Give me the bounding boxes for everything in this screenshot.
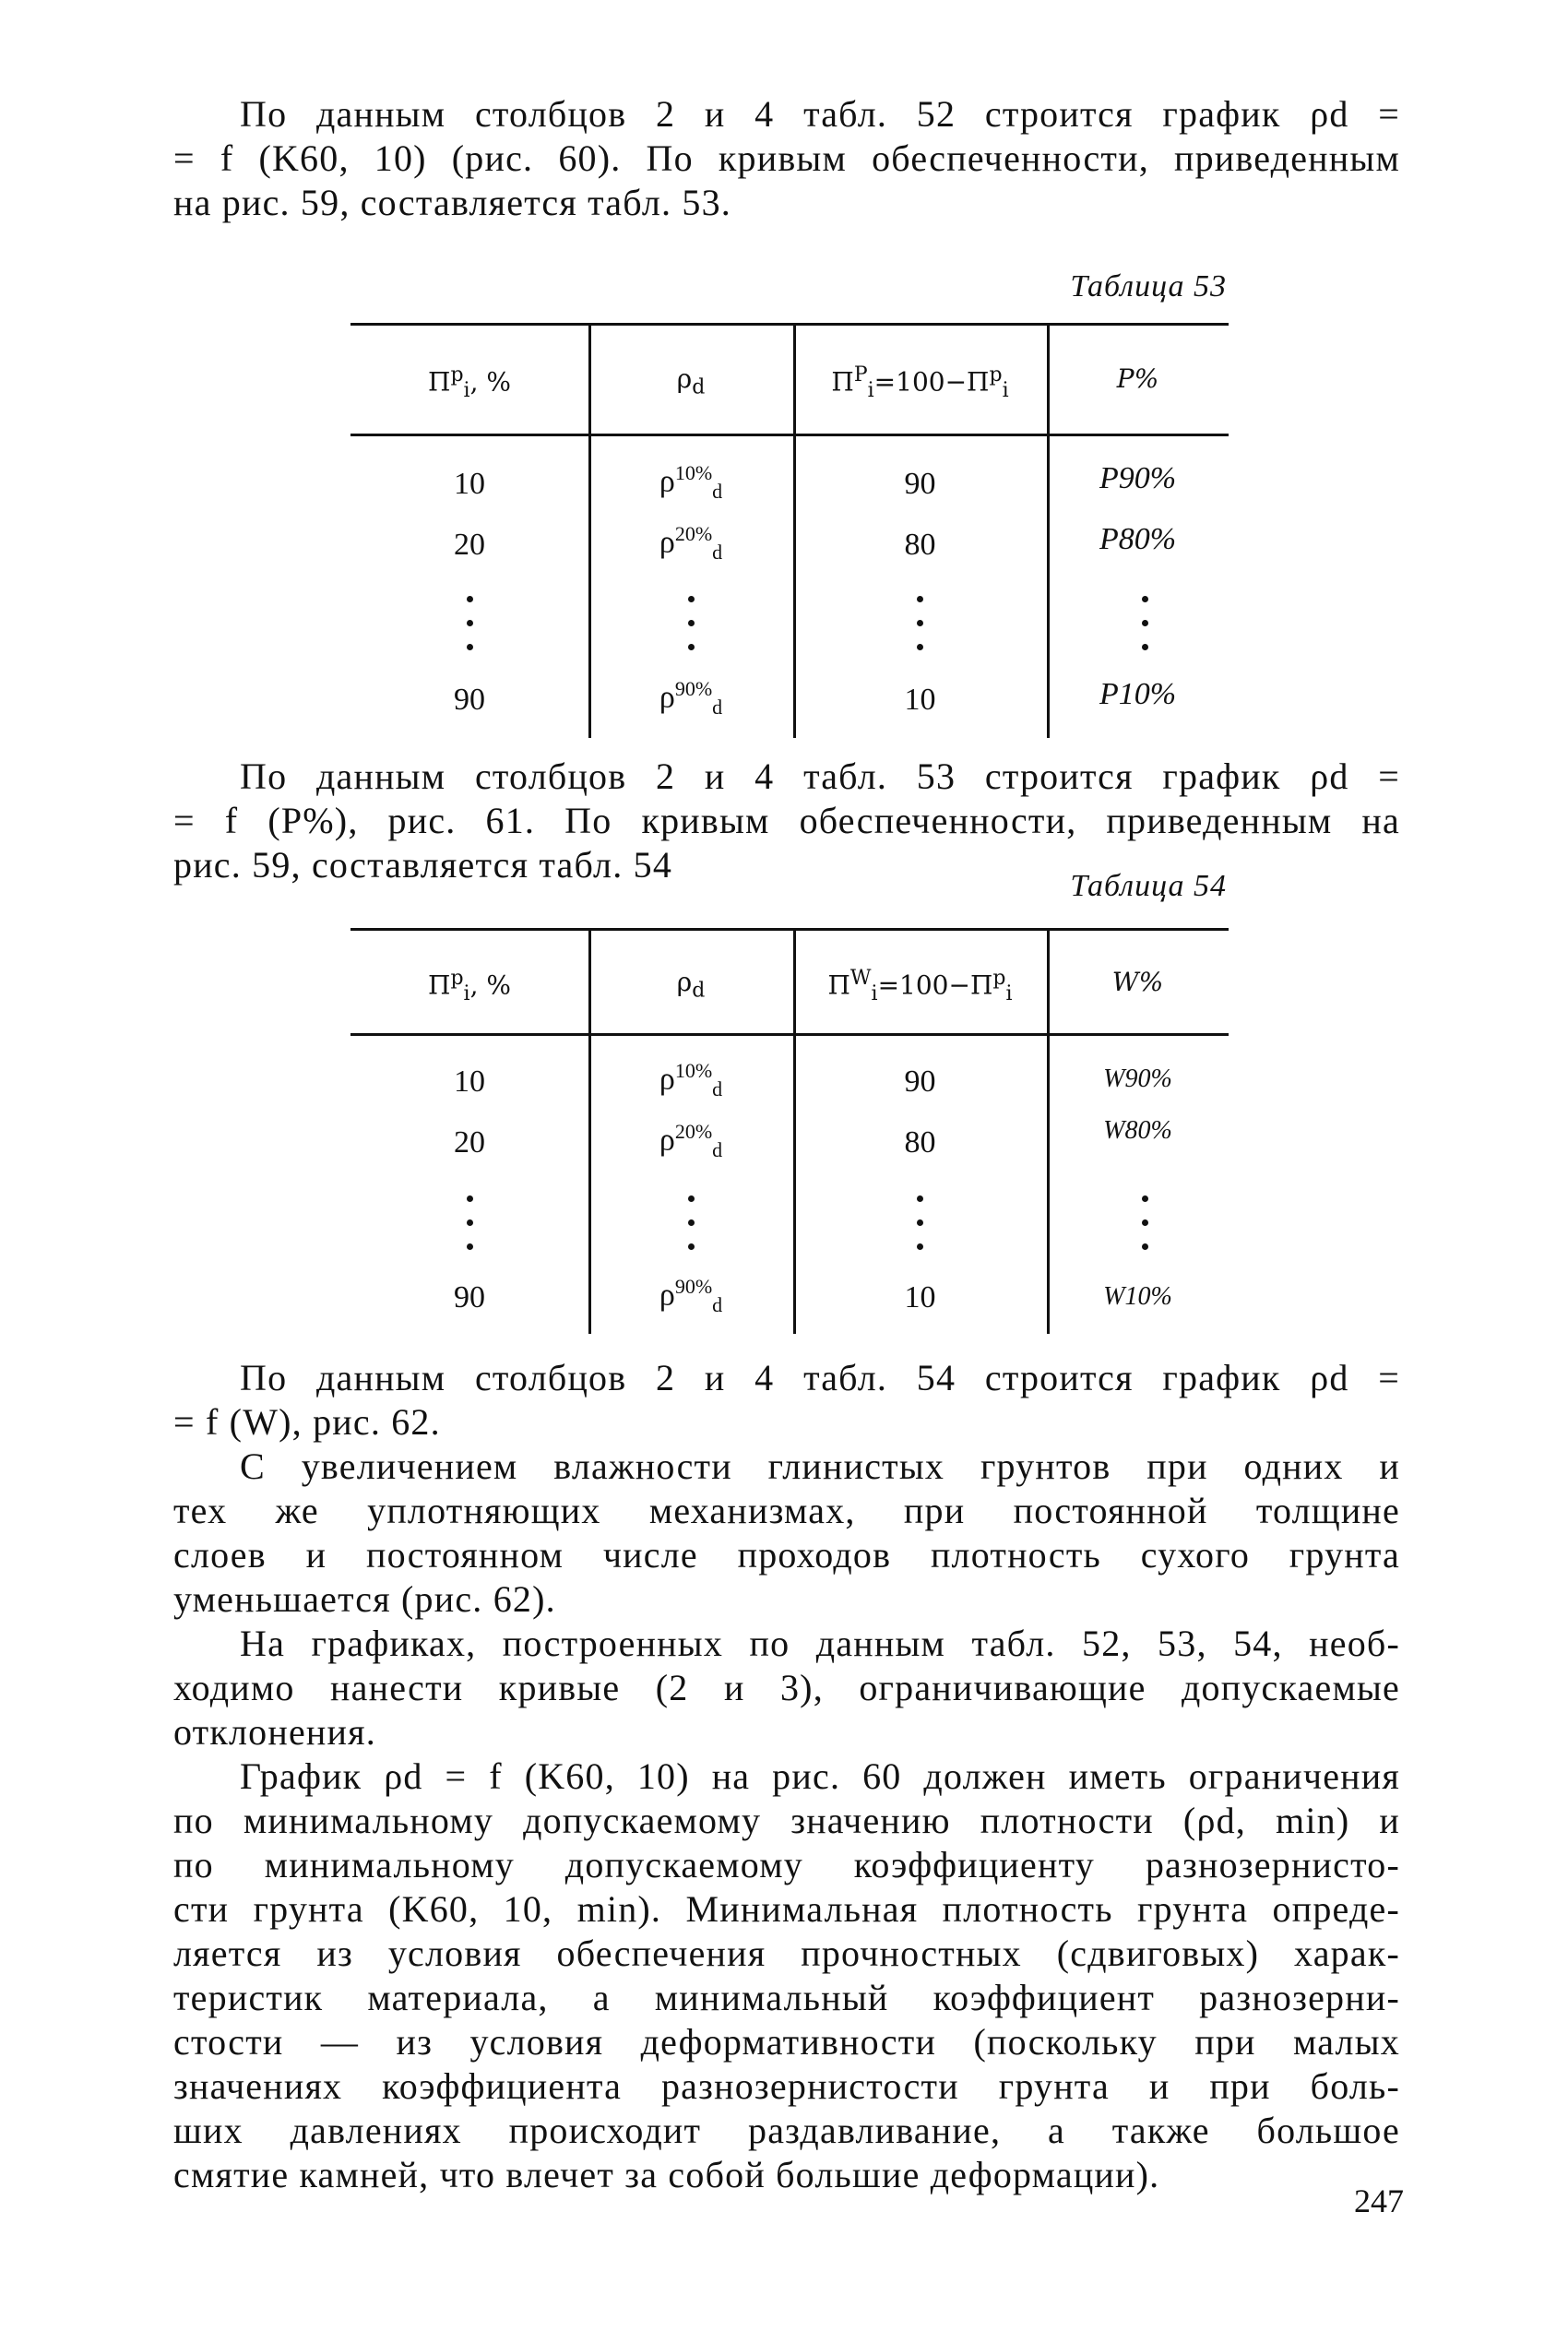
t53-dot — [1142, 644, 1148, 650]
paragraph-5-cont — [173, 1666, 1400, 1754]
table-54-header-rule — [350, 1033, 1229, 1036]
table-54-header-4: W% — [1111, 967, 1164, 997]
t54-r2-c4: W80% — [1103, 1116, 1172, 1145]
p6-line-7: стости — из условия деформативности (поскольку при малых — [173, 2021, 1400, 2063]
p1-line-3: на рис. 59, составляется табл. 53. — [173, 182, 731, 223]
t54-r3-c1: 90 — [454, 1280, 485, 1314]
t54-r2-c2: $\rho^{20\%}_d$ — [659, 1120, 723, 1162]
p4-line-1: С увеличением влажности глинистых грунтов при одних и — [240, 1445, 1400, 1487]
p6-line-8: значениях коэффициента разнозернистости грунта и при боль- — [173, 2065, 1400, 2107]
t54-dot — [1142, 1243, 1148, 1250]
paragraph-2 — [173, 755, 1400, 799]
p5-line-1: На графиках, построенных по данным табл. 52, 53, 54, необ- — [240, 1623, 1400, 1664]
t53-r3-c3: 10 — [904, 683, 936, 717]
t54-dot — [688, 1195, 695, 1202]
t53-r3-c1: 90 — [454, 683, 485, 717]
t53-dot — [467, 644, 473, 650]
paragraph-4-cont — [173, 1489, 1400, 1622]
t54-r3-c4: W10% — [1103, 1282, 1172, 1311]
t54-dot — [688, 1243, 695, 1250]
p4-line-3: слоев и постоянном числе проходов плотность сухого грунта — [173, 1534, 1400, 1576]
p6-line-1: График ρd = f (K60, 10) на рис. 60 должен иметь ограничения — [240, 1755, 1400, 1797]
t54-dot — [688, 1219, 695, 1226]
paragraph-5 — [173, 1622, 1400, 1666]
t54-dot — [467, 1243, 473, 1250]
p6-line-10: смятие камней, что влечет за собой большие деформации). — [173, 2154, 1160, 2195]
table-54-top-rule — [350, 928, 1229, 931]
t54-r1-c1: 10 — [454, 1064, 485, 1099]
p6-line-2: по минимальному допускаемому значению плотности (ρd, min) и — [173, 1800, 1400, 1841]
t54-dot — [917, 1195, 923, 1202]
t53-r2-c2: $\rho^{20\%}_d$ — [659, 522, 723, 565]
t54-dot — [1142, 1219, 1148, 1226]
t53-r1-c1: 10 — [454, 467, 485, 501]
table-54-caption: Таблица 54 — [1070, 869, 1227, 903]
p4-line-4: уменьшается (рис. 62). — [173, 1578, 556, 1620]
t54-r2-c1: 20 — [454, 1125, 485, 1160]
paragraph-4 — [173, 1445, 1400, 1489]
p6-line-5: ляется из условия обеспечения прочностных (сдвиговых) харак- — [173, 1933, 1400, 1974]
p3-line-1: По данным столбцов 2 и 4 табл. 54 строится график ρd = — [240, 1357, 1400, 1398]
table-53-header-2: $\rho_d$ — [676, 363, 706, 399]
t53-dot — [688, 644, 695, 650]
t54-r3-c2: $\rho^{90\%}_d$ — [659, 1275, 723, 1317]
t54-r1-c4: W90% — [1103, 1064, 1172, 1093]
p6-line-6: теристик материала, а минимальный коэффициент разнозерни- — [173, 1977, 1400, 2018]
t53-dot — [1142, 620, 1148, 626]
t54-r2-c3: 80 — [904, 1125, 936, 1160]
paragraph-3-cont — [173, 1400, 1400, 1445]
table-53-header-4: P% — [1116, 363, 1159, 394]
t53-dot — [917, 644, 923, 650]
table-54-header-3: $П^W_i=100-П^p_i$ — [827, 967, 1013, 1005]
paragraph-1-cont — [173, 137, 1400, 225]
t53-r1-c4: P90% — [1099, 461, 1177, 495]
t53-r3-c4: P10% — [1099, 677, 1177, 711]
paragraph-3 — [173, 1356, 1400, 1400]
t53-dot — [467, 620, 473, 626]
t53-dot — [917, 620, 923, 626]
paragraph-1 — [173, 92, 1400, 137]
p5-line-2: ходимо нанести кривые (2 и 3), ограничивающие допускаемые — [173, 1667, 1400, 1708]
p6-line-3: по минимальному допускаемому коэффициенту разнозернисто- — [173, 1844, 1400, 1885]
t53-r1-c2: $\rho^{10\%}_d$ — [659, 461, 723, 504]
table-53-header-1: $П^p_i$, % — [428, 363, 511, 402]
table-53-header-3: $П^P_i=100-П^p_i$ — [831, 363, 1009, 402]
t53-dot — [1142, 596, 1148, 602]
t53-r3-c2: $\rho^{90\%}_d$ — [659, 677, 723, 720]
table-53-caption: Таблица 53 — [1070, 269, 1227, 303]
table-53 — [350, 323, 1229, 747]
t54-r3-c3: 10 — [904, 1280, 936, 1314]
p6-line-9: ших давлениях происходит раздавливание, а также большое — [173, 2110, 1400, 2151]
t53-dot — [917, 596, 923, 602]
t53-dot — [688, 620, 695, 626]
t54-r1-c2: $\rho^{10\%}_d$ — [659, 1059, 723, 1101]
table-54 — [350, 928, 1229, 1352]
p4-line-2: тех же уплотняющих механизмах, при постоянной толщине — [173, 1490, 1400, 1531]
t54-dot — [467, 1195, 473, 1202]
t53-r2-c4: P80% — [1099, 522, 1177, 556]
table-54-header-1: $П^p_i$, % — [428, 967, 511, 1005]
table-53-header-rule — [350, 434, 1229, 436]
t53-r1-c3: 90 — [904, 467, 936, 501]
t53-r2-c3: 80 — [904, 528, 936, 562]
p1-line-2: = f (K60, 10) (рис. 60). По кривым обеспеченности, приведенным — [173, 137, 1400, 179]
t54-dot — [467, 1219, 473, 1226]
paragraph-6-cont — [173, 1799, 1400, 2197]
p2-line-3: рис. 59, составляется табл. 54 — [173, 844, 673, 886]
p5-line-3: отклонения. — [173, 1711, 376, 1753]
t53-dot — [688, 596, 695, 602]
paragraph-6 — [173, 1754, 1400, 1799]
p1-line-1: По данным столбцов 2 и 4 табл. 52 строится график ρd = — [240, 93, 1400, 135]
p2-line-2: = f (P%), рис. 61. По кривым обеспеченности, приведенным на — [173, 800, 1400, 841]
t54-dot — [917, 1243, 923, 1250]
table-53-top-rule — [350, 323, 1229, 326]
t54-dot — [917, 1219, 923, 1226]
table-54-header-2: $\rho_d$ — [676, 967, 706, 1003]
t54-r1-c3: 90 — [904, 1064, 936, 1099]
p6-line-4: сти грунта (K60, 10, min). Минимальная плотность грунта опреде- — [173, 1888, 1400, 1930]
t54-dot — [1142, 1195, 1148, 1202]
t53-r2-c1: 20 — [454, 528, 485, 562]
p2-line-1: По данным столбцов 2 и 4 табл. 53 строится график ρd = — [240, 755, 1400, 797]
t53-dot — [467, 596, 473, 602]
page-number: 247 — [1354, 2182, 1404, 2219]
p3-line-2: = f (W), рис. 62. — [173, 1401, 441, 1443]
